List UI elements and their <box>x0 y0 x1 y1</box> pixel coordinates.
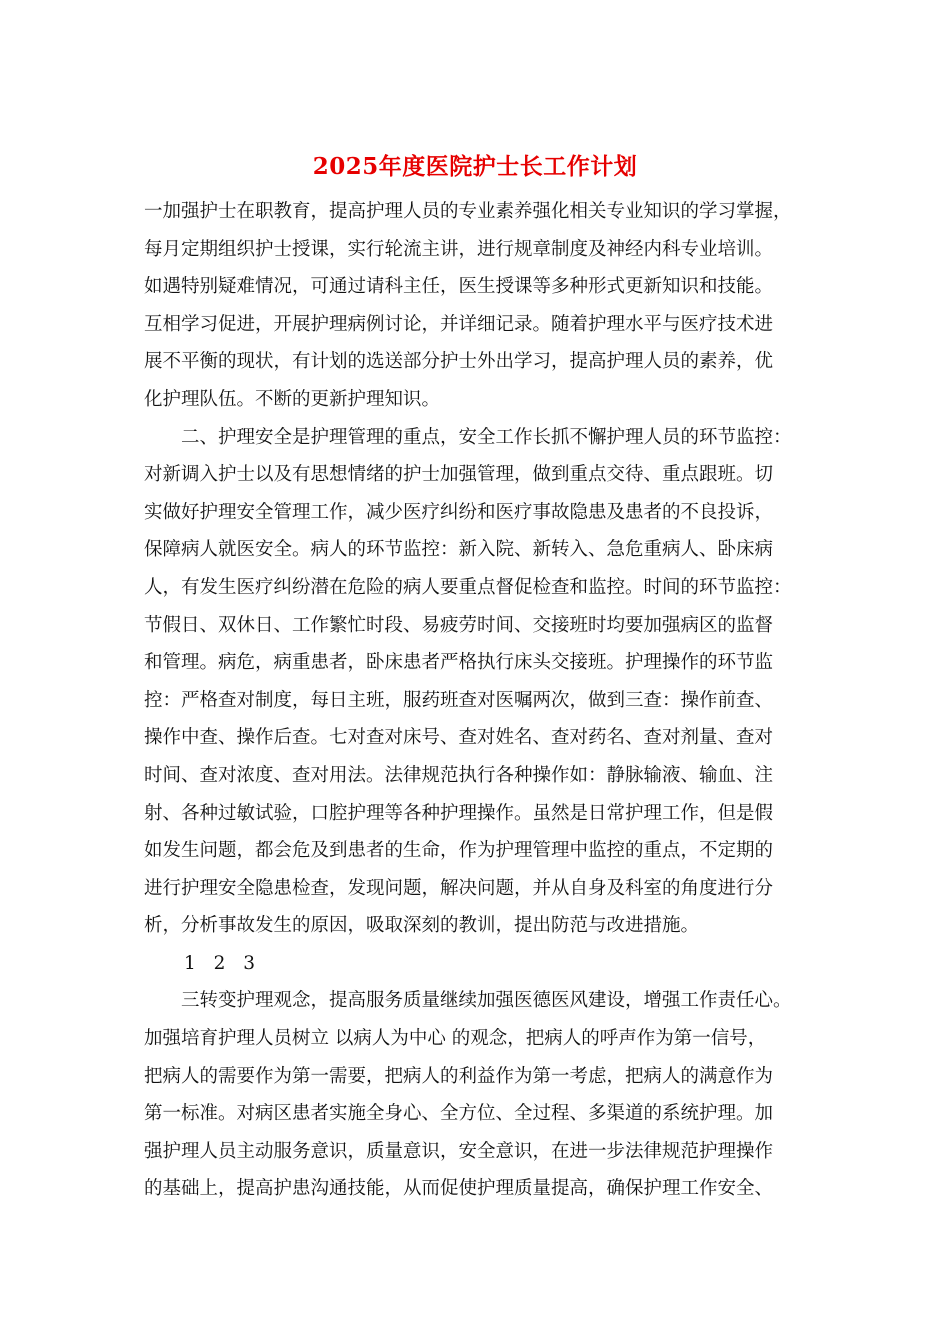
text-line: 互相学习促进，开展护理病例讨论，并详细记录。随着护理水平与医疗技术进 <box>144 313 774 335</box>
text-line: 如发生问题，都会危及到患者的生命，作为护理管理中监控的重点，不定期的 <box>144 840 774 862</box>
text-line: 对新调入护士以及有思想情绪的护士加强管理，做到重点交待、重点跟班。切 <box>144 464 774 486</box>
document-body <box>144 193 814 1208</box>
text-line: 如遇特别疑难情况，可通过请科主任，医生授课等多种形式更新知识和技能。 <box>144 276 774 298</box>
text-line: 实做好护理安全管理工作，减少医疗纠纷和医疗事故隐患及患者的不良投诉， <box>144 501 774 523</box>
text-line: 析，分析事故发生的原因，吸取深刻的教训，提出防范与改进措施。 <box>144 915 700 937</box>
text-line: 一加强护士在职教育，提高护理人员的专业素养强化相关专业知识的学习掌握， <box>144 201 792 222</box>
text-line: 每月定期组织护士授课，实行轮流主讲，进行规章制度及神经内科专业培训。 <box>144 238 774 260</box>
text-line: 的基础上，提高护患沟通技能，从而促使护理质量提高，确保护理工作安全、 <box>144 1178 774 1200</box>
document-title: 2025年度医院护士长工作计划 <box>312 153 638 180</box>
paragraph-start-line: 三转变护理观念，提高服务质量继续加强医德医风建设，增强工作责任心。 <box>181 990 792 1012</box>
text-line: 和管理。病危，病重患者，卧床患者严格执行床头交接班。护理操作的环节监 <box>144 652 774 674</box>
text-line: 人，有发生医疗纠纷潜在危险的病人要重点督促检查和监控。时间的环节监控： <box>144 576 792 598</box>
text-line: 节假日、双休日、工作繁忙时段、易疲劳时间、交接班时均要加强病区的监督 <box>144 614 774 636</box>
text-line: 操作中查、操作后查。七对查对床号、查对姓名、查对药名、查对剂量、查对 <box>144 727 774 749</box>
text-line: 保障病人就医安全。病人的环节监控：新入院、新转入、急危重病人、卧床病 <box>144 539 774 561</box>
text-line: 时间、查对浓度、查对用法。法律规范执行各种操作如：静脉输液、输血、注 <box>144 764 774 786</box>
paragraph-start-line: 二、护理安全是护理管理的重点，安全工作长抓不懈护理人员的环节监控： <box>181 426 792 448</box>
text-line: 加强培育护理人员树立 以病人为中心 的观念，把病人的呼声作为第一信号， <box>144 1028 767 1050</box>
text-line: 第一标准。对病区患者实施全身心、全方位、全过程、多渠道的系统护理。加 <box>144 1103 774 1125</box>
text-line: 展不平衡的现状，有计划的选送部分护士外出学习，提高护理人员的素养，优 <box>144 351 774 373</box>
text-line: 化护理队伍。不断的更新护理知识。 <box>144 388 441 410</box>
text-line: 把病人的需要作为第一需要，把病人的利益作为第一考虑，把病人的满意作为 <box>144 1065 774 1087</box>
text-line: 射、各种过敏试验，口腔护理等各种护理操作。虽然是日常护理工作，但是假 <box>144 802 774 824</box>
text-line: 强护理人员主动服务意识，质量意识，安全意识，在进一步法律规范护理操作 <box>144 1140 774 1162</box>
text-line: 进行护理安全隐患检查，发现问题，解决问题，并从自身及科室的角度进行分 <box>144 877 774 899</box>
page-number-marker: 1 2 3 <box>184 952 262 974</box>
text-line: 控：严格查对制度，每日主班，服药班查对医嘱两次，做到三查：操作前查、 <box>144 689 774 711</box>
